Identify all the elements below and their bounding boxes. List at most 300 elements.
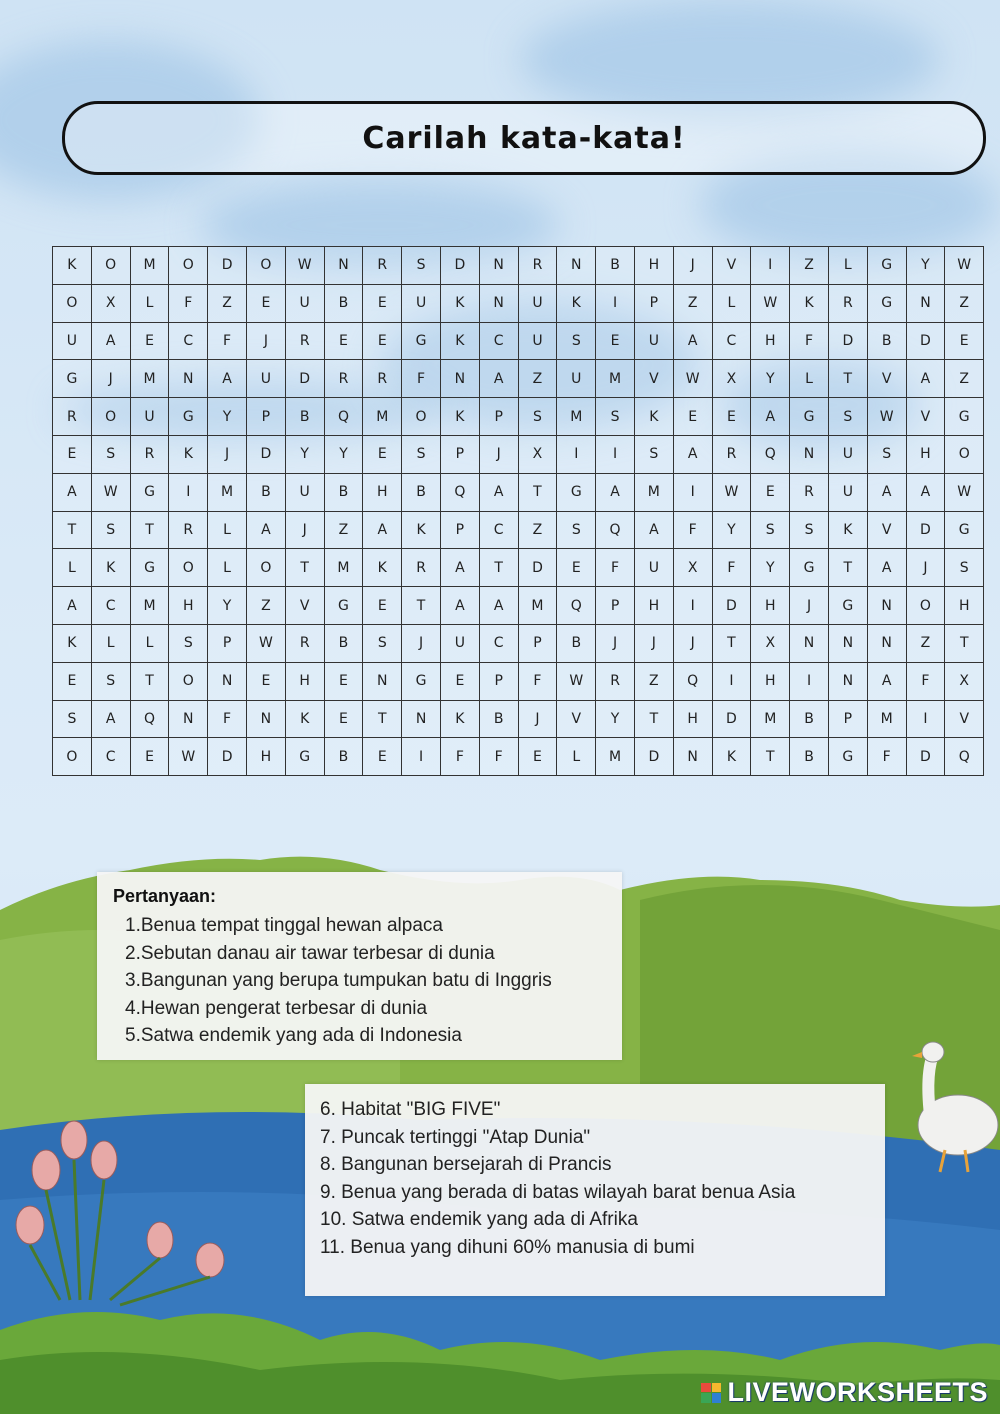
grid-cell[interactable]: Z [634,662,673,700]
grid-cell[interactable]: A [751,398,790,436]
grid-cell[interactable]: T [479,549,518,587]
grid-cell[interactable]: Z [673,284,712,322]
grid-cell[interactable]: Q [751,435,790,473]
grid-cell[interactable]: D [208,247,247,285]
grid-cell[interactable]: U [518,322,557,360]
grid-cell[interactable]: G [945,398,984,436]
grid-cell[interactable]: B [557,624,596,662]
grid-cell[interactable]: D [634,738,673,776]
grid-cell[interactable]: A [208,360,247,398]
grid-cell[interactable]: V [285,587,324,625]
grid-cell[interactable]: Q [440,473,479,511]
grid-cell[interactable]: G [867,247,906,285]
grid-cell[interactable]: I [790,662,829,700]
grid-cell[interactable]: Z [246,587,285,625]
grid-cell[interactable]: L [828,247,867,285]
grid-cell[interactable]: J [91,360,130,398]
grid-cell[interactable]: U [634,549,673,587]
grid-cell[interactable]: E [130,322,169,360]
grid-cell[interactable]: S [91,511,130,549]
grid-cell[interactable]: E [673,398,712,436]
grid-cell[interactable]: K [440,700,479,738]
grid-cell[interactable]: U [634,322,673,360]
grid-cell[interactable]: B [324,473,363,511]
grid-cell[interactable]: G [324,587,363,625]
grid-cell[interactable]: J [906,549,945,587]
grid-cell[interactable]: P [518,624,557,662]
grid-cell[interactable]: E [596,322,635,360]
grid-cell[interactable]: E [518,738,557,776]
grid-cell[interactable]: F [867,738,906,776]
grid-cell[interactable]: A [906,473,945,511]
grid-cell[interactable]: Z [906,624,945,662]
grid-cell[interactable]: T [945,624,984,662]
grid-cell[interactable]: S [169,624,208,662]
grid-cell[interactable]: T [53,511,92,549]
grid-cell[interactable]: R [53,398,92,436]
grid-cell[interactable]: N [208,662,247,700]
grid-cell[interactable]: O [53,738,92,776]
grid-cell[interactable]: N [673,738,712,776]
grid-cell[interactable]: E [363,284,402,322]
grid-cell[interactable]: Y [712,511,751,549]
grid-cell[interactable]: H [945,587,984,625]
grid-cell[interactable]: Y [906,247,945,285]
grid-cell[interactable]: H [673,700,712,738]
grid-cell[interactable]: G [867,284,906,322]
grid-cell[interactable]: N [246,700,285,738]
grid-cell[interactable]: U [53,322,92,360]
grid-cell[interactable]: Y [751,549,790,587]
grid-cell[interactable]: A [673,322,712,360]
grid-cell[interactable]: I [673,473,712,511]
grid-cell[interactable]: K [402,511,441,549]
grid-cell[interactable]: J [518,700,557,738]
grid-cell[interactable]: O [945,435,984,473]
grid-cell[interactable]: E [557,549,596,587]
grid-cell[interactable]: I [402,738,441,776]
grid-cell[interactable]: T [130,662,169,700]
grid-cell[interactable]: K [91,549,130,587]
grid-cell[interactable]: G [402,662,441,700]
grid-cell[interactable]: B [285,398,324,436]
grid-cell[interactable]: M [751,700,790,738]
grid-cell[interactable]: S [751,511,790,549]
grid-cell[interactable]: K [169,435,208,473]
grid-cell[interactable]: Z [790,247,829,285]
grid-cell[interactable]: Y [208,398,247,436]
grid-cell[interactable]: U [557,360,596,398]
grid-cell[interactable]: S [557,511,596,549]
grid-cell[interactable]: Q [945,738,984,776]
grid-cell[interactable]: O [246,247,285,285]
grid-cell[interactable]: G [828,587,867,625]
grid-cell[interactable]: N [867,587,906,625]
grid-cell[interactable]: B [790,700,829,738]
grid-cell[interactable]: L [557,738,596,776]
grid-cell[interactable]: V [906,398,945,436]
grid-cell[interactable]: R [596,662,635,700]
grid-cell[interactable]: F [208,700,247,738]
grid-cell[interactable]: U [518,284,557,322]
grid-cell[interactable]: R [790,473,829,511]
grid-cell[interactable]: A [673,435,712,473]
grid-cell[interactable]: V [634,360,673,398]
grid-cell[interactable]: D [712,700,751,738]
grid-cell[interactable]: Z [518,511,557,549]
grid-cell[interactable]: U [440,624,479,662]
grid-cell[interactable]: H [751,662,790,700]
grid-cell[interactable]: K [712,738,751,776]
grid-cell[interactable]: N [479,284,518,322]
grid-cell[interactable]: G [828,738,867,776]
grid-cell[interactable]: S [53,700,92,738]
grid-cell[interactable]: X [712,360,751,398]
grid-cell[interactable]: F [208,322,247,360]
grid-cell[interactable]: F [440,738,479,776]
grid-cell[interactable]: A [634,511,673,549]
grid-cell[interactable]: G [130,473,169,511]
grid-cell[interactable]: A [363,511,402,549]
grid-cell[interactable]: W [557,662,596,700]
grid-cell[interactable]: J [402,624,441,662]
grid-cell[interactable]: A [91,700,130,738]
grid-cell[interactable]: G [169,398,208,436]
grid-cell[interactable]: P [596,587,635,625]
grid-cell[interactable]: A [867,473,906,511]
grid-cell[interactable]: E [712,398,751,436]
grid-cell[interactable]: C [479,322,518,360]
grid-cell[interactable]: I [596,284,635,322]
grid-cell[interactable]: N [169,700,208,738]
grid-cell[interactable]: T [828,360,867,398]
grid-cell[interactable]: O [169,549,208,587]
grid-cell[interactable]: N [324,247,363,285]
grid-cell[interactable]: A [479,360,518,398]
grid-cell[interactable]: B [324,624,363,662]
grid-cell[interactable]: C [479,624,518,662]
grid-cell[interactable]: Q [673,662,712,700]
grid-cell[interactable]: P [208,624,247,662]
grid-cell[interactable]: B [790,738,829,776]
grid-cell[interactable]: W [246,624,285,662]
grid-cell[interactable]: M [596,360,635,398]
grid-cell[interactable]: L [130,624,169,662]
grid-cell[interactable]: E [751,473,790,511]
grid-cell[interactable]: W [285,247,324,285]
grid-cell[interactable]: S [828,398,867,436]
grid-cell[interactable]: M [557,398,596,436]
grid-cell[interactable]: K [440,284,479,322]
grid-cell[interactable]: P [246,398,285,436]
grid-cell[interactable]: X [91,284,130,322]
grid-cell[interactable]: A [867,662,906,700]
grid-cell[interactable]: E [363,738,402,776]
grid-cell[interactable]: R [285,322,324,360]
grid-cell[interactable]: J [790,587,829,625]
grid-cell[interactable]: J [673,624,712,662]
grid-cell[interactable]: O [91,247,130,285]
grid-cell[interactable]: K [828,511,867,549]
grid-cell[interactable]: N [440,360,479,398]
grid-cell[interactable]: U [285,284,324,322]
grid-cell[interactable]: T [634,700,673,738]
grid-cell[interactable]: T [285,549,324,587]
grid-cell[interactable]: U [828,473,867,511]
grid-cell[interactable]: B [596,247,635,285]
grid-cell[interactable]: R [169,511,208,549]
grid-cell[interactable]: T [751,738,790,776]
grid-cell[interactable]: Y [751,360,790,398]
grid-cell[interactable]: N [790,624,829,662]
grid-cell[interactable]: N [402,700,441,738]
grid-cell[interactable]: S [634,435,673,473]
grid-cell[interactable]: R [363,247,402,285]
grid-cell[interactable]: H [634,587,673,625]
grid-cell[interactable]: E [53,435,92,473]
grid-cell[interactable]: Z [945,284,984,322]
grid-cell[interactable]: I [596,435,635,473]
grid-cell[interactable]: A [906,360,945,398]
grid-cell[interactable]: D [906,511,945,549]
grid-cell[interactable]: N [906,284,945,322]
grid-cell[interactable]: X [945,662,984,700]
grid-cell[interactable]: N [828,662,867,700]
grid-cell[interactable]: O [169,662,208,700]
grid-cell[interactable]: B [324,284,363,322]
grid-cell[interactable]: D [246,435,285,473]
grid-cell[interactable]: W [945,247,984,285]
grid-cell[interactable]: D [828,322,867,360]
grid-cell[interactable]: E [324,322,363,360]
grid-cell[interactable]: H [285,662,324,700]
grid-cell[interactable]: G [790,398,829,436]
grid-cell[interactable]: Z [518,360,557,398]
grid-cell[interactable]: W [945,473,984,511]
grid-cell[interactable]: A [440,587,479,625]
grid-cell[interactable]: X [518,435,557,473]
grid-cell[interactable]: E [53,662,92,700]
grid-cell[interactable]: R [363,360,402,398]
grid-cell[interactable]: S [91,662,130,700]
grid-cell[interactable]: M [634,473,673,511]
grid-cell[interactable]: E [363,587,402,625]
grid-cell[interactable]: J [673,247,712,285]
grid-cell[interactable]: S [518,398,557,436]
grid-cell[interactable]: L [208,511,247,549]
grid-cell[interactable]: U [130,398,169,436]
grid-cell[interactable]: R [828,284,867,322]
grid-cell[interactable]: A [246,511,285,549]
grid-cell[interactable]: X [751,624,790,662]
grid-cell[interactable]: Q [557,587,596,625]
grid-cell[interactable]: I [557,435,596,473]
grid-cell[interactable]: F [906,662,945,700]
grid-cell[interactable]: R [518,247,557,285]
grid-cell[interactable]: U [828,435,867,473]
grid-cell[interactable]: C [91,587,130,625]
grid-cell[interactable]: N [790,435,829,473]
grid-cell[interactable]: Q [596,511,635,549]
grid-cell[interactable]: F [479,738,518,776]
grid-cell[interactable]: E [945,322,984,360]
grid-cell[interactable]: W [751,284,790,322]
grid-cell[interactable]: S [91,435,130,473]
grid-cell[interactable]: N [828,624,867,662]
grid-cell[interactable]: M [867,700,906,738]
grid-cell[interactable]: B [402,473,441,511]
grid-cell[interactable]: J [596,624,635,662]
grid-cell[interactable]: Q [324,398,363,436]
grid-cell[interactable]: A [440,549,479,587]
grid-cell[interactable]: G [945,511,984,549]
grid-cell[interactable]: H [751,322,790,360]
grid-cell[interactable]: S [790,511,829,549]
grid-cell[interactable]: J [246,322,285,360]
grid-cell[interactable]: O [906,587,945,625]
grid-cell[interactable]: V [867,511,906,549]
grid-cell[interactable]: P [440,511,479,549]
grid-cell[interactable]: Z [324,511,363,549]
grid-cell[interactable]: N [867,624,906,662]
grid-cell[interactable]: T [130,511,169,549]
grid-cell[interactable]: F [712,549,751,587]
grid-cell[interactable]: V [557,700,596,738]
grid-cell[interactable]: W [673,360,712,398]
grid-cell[interactable]: U [402,284,441,322]
grid-cell[interactable]: T [712,624,751,662]
grid-cell[interactable]: M [596,738,635,776]
grid-cell[interactable]: D [518,549,557,587]
grid-cell[interactable]: I [169,473,208,511]
grid-cell[interactable]: I [906,700,945,738]
grid-cell[interactable]: I [712,662,751,700]
grid-cell[interactable]: F [169,284,208,322]
grid-cell[interactable]: I [673,587,712,625]
grid-cell[interactable]: T [363,700,402,738]
grid-cell[interactable]: Z [208,284,247,322]
grid-cell[interactable]: S [945,549,984,587]
grid-cell[interactable]: B [246,473,285,511]
grid-cell[interactable]: S [596,398,635,436]
grid-cell[interactable]: A [479,473,518,511]
grid-cell[interactable]: M [130,587,169,625]
grid-cell[interactable]: Y [596,700,635,738]
grid-cell[interactable]: C [169,322,208,360]
grid-cell[interactable]: K [790,284,829,322]
grid-cell[interactable]: F [790,322,829,360]
grid-cell[interactable]: D [285,360,324,398]
grid-cell[interactable]: D [440,247,479,285]
grid-cell[interactable]: S [363,624,402,662]
grid-cell[interactable]: D [712,587,751,625]
grid-cell[interactable]: A [596,473,635,511]
grid-cell[interactable]: C [91,738,130,776]
grid-cell[interactable]: X [673,549,712,587]
grid-cell[interactable]: E [130,738,169,776]
grid-cell[interactable]: V [867,360,906,398]
grid-cell[interactable]: N [169,360,208,398]
grid-cell[interactable]: R [324,360,363,398]
grid-cell[interactable]: J [634,624,673,662]
grid-cell[interactable]: E [324,700,363,738]
grid-cell[interactable]: O [53,284,92,322]
grid-cell[interactable]: J [479,435,518,473]
grid-cell[interactable]: Y [285,435,324,473]
grid-cell[interactable]: H [246,738,285,776]
grid-cell[interactable]: V [945,700,984,738]
grid-cell[interactable]: E [363,322,402,360]
grid-cell[interactable]: M [130,360,169,398]
grid-cell[interactable]: O [169,247,208,285]
grid-cell[interactable]: A [53,587,92,625]
grid-cell[interactable]: G [402,322,441,360]
grid-cell[interactable]: N [363,662,402,700]
grid-cell[interactable]: W [169,738,208,776]
grid-cell[interactable]: B [479,700,518,738]
grid-cell[interactable]: M [324,549,363,587]
grid-cell[interactable]: A [867,549,906,587]
grid-cell[interactable]: D [208,738,247,776]
grid-cell[interactable]: A [479,587,518,625]
grid-cell[interactable]: K [440,398,479,436]
grid-cell[interactable]: G [557,473,596,511]
grid-cell[interactable]: D [906,738,945,776]
grid-cell[interactable]: Y [324,435,363,473]
grid-cell[interactable]: R [130,435,169,473]
grid-cell[interactable]: B [324,738,363,776]
grid-cell[interactable]: W [712,473,751,511]
grid-cell[interactable]: O [91,398,130,436]
grid-cell[interactable]: G [130,549,169,587]
grid-cell[interactable]: V [712,247,751,285]
grid-cell[interactable]: M [363,398,402,436]
grid-cell[interactable]: M [130,247,169,285]
grid-cell[interactable]: W [867,398,906,436]
grid-cell[interactable]: S [867,435,906,473]
grid-cell[interactable]: Z [945,360,984,398]
grid-cell[interactable]: E [246,662,285,700]
grid-cell[interactable]: P [479,662,518,700]
grid-cell[interactable]: K [363,549,402,587]
grid-cell[interactable]: C [712,322,751,360]
grid-cell[interactable]: P [828,700,867,738]
grid-cell[interactable]: F [518,662,557,700]
grid-cell[interactable]: F [673,511,712,549]
grid-cell[interactable]: J [285,511,324,549]
grid-cell[interactable]: T [828,549,867,587]
grid-cell[interactable]: E [440,662,479,700]
grid-cell[interactable]: Q [130,700,169,738]
grid-cell[interactable]: P [634,284,673,322]
grid-cell[interactable]: I [751,247,790,285]
grid-cell[interactable]: K [285,700,324,738]
grid-cell[interactable]: P [440,435,479,473]
grid-cell[interactable]: R [285,624,324,662]
grid-cell[interactable]: L [91,624,130,662]
grid-cell[interactable]: E [363,435,402,473]
grid-cell[interactable]: O [402,398,441,436]
grid-cell[interactable]: B [867,322,906,360]
grid-cell[interactable]: S [402,247,441,285]
grid-cell[interactable]: H [169,587,208,625]
grid-cell[interactable]: A [91,322,130,360]
grid-cell[interactable]: T [402,587,441,625]
grid-cell[interactable]: A [53,473,92,511]
grid-cell[interactable]: E [246,284,285,322]
grid-cell[interactable]: K [440,322,479,360]
grid-cell[interactable]: L [790,360,829,398]
